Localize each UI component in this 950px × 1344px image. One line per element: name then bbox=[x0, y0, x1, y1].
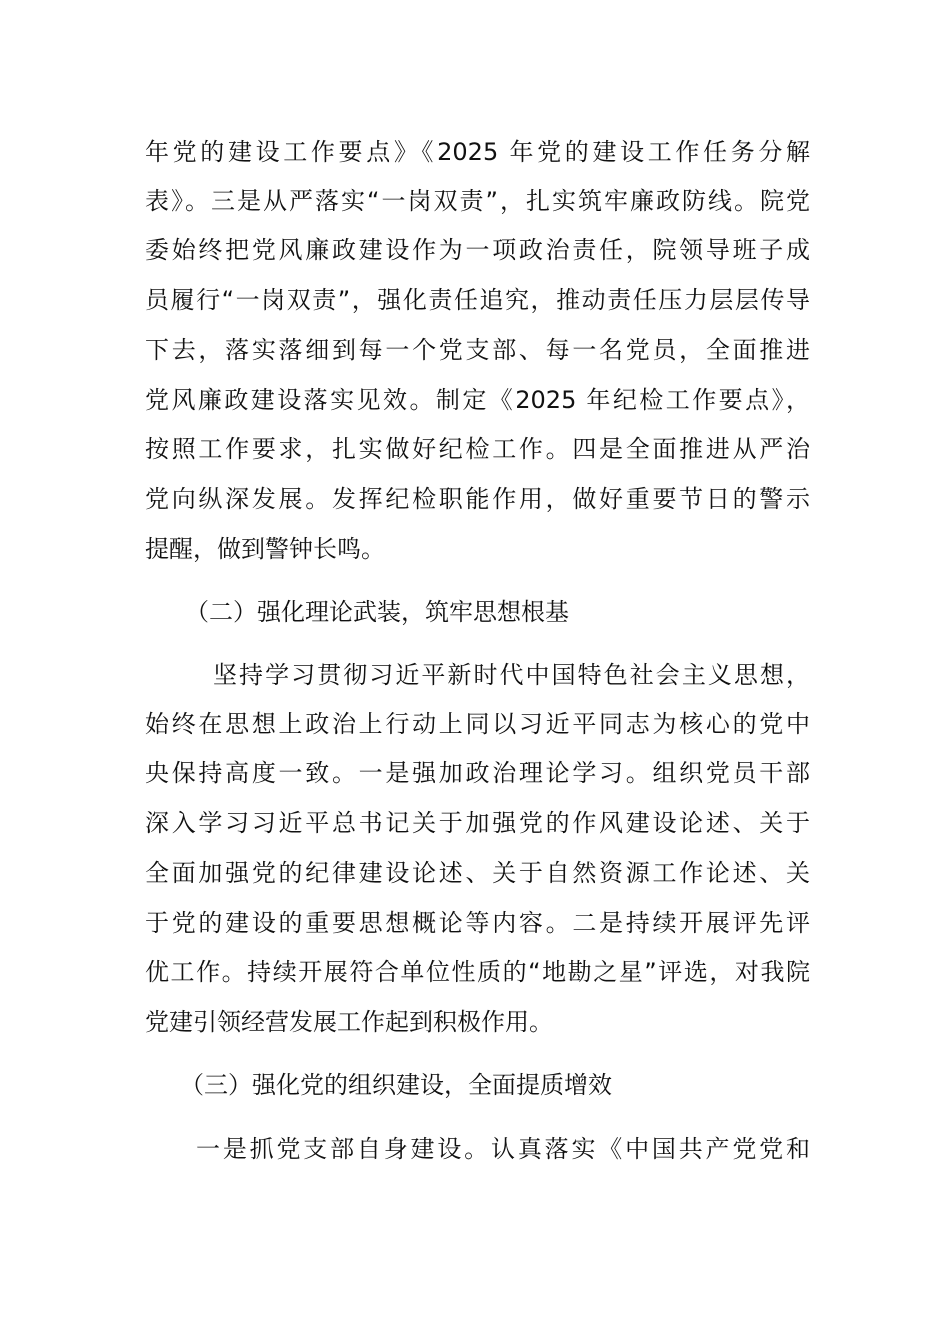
paragraph-line: 下去，落实落细到每一个党支部、每一名党员，全面推进 bbox=[145, 336, 810, 364]
paragraph-line: 提醒，做到警钟长鸣。 bbox=[145, 535, 385, 563]
paragraph-line: 委始终把党风廉政建设作为一项政治责任，院领导班子成 bbox=[145, 236, 810, 264]
paragraph-line: 一是抓党支部自身建设。认真落实《中国共产党党和 bbox=[196, 1135, 810, 1163]
paragraph-line: 党风廉政建设落实见效。制定《2025 年纪检工作要点》， bbox=[145, 386, 810, 414]
paragraph-line: 坚持学习贯彻习近平新时代中国特色社会主义思想， bbox=[213, 661, 810, 689]
paragraph-line: 始终在思想上政治上行动上同以习近平同志为核心的党中 bbox=[145, 710, 810, 738]
section-heading-2: （二）强化理论武装，筑牢思想根基 bbox=[185, 598, 569, 626]
paragraph-line: 按照工作要求，扎实做好纪检工作。四是全面推进从严治 bbox=[145, 435, 810, 463]
paragraph-line: 深入学习习近平总书记关于加强党的作风建设论述、关于 bbox=[145, 809, 810, 837]
paragraph-line: 党建引领经营发展工作起到积极作用。 bbox=[145, 1008, 553, 1036]
paragraph-line: 央保持高度一致。一是强加政治理论学习。组织党员干部 bbox=[145, 759, 810, 787]
section-heading-3: （三）强化党的组织建设，全面提质增效 bbox=[180, 1071, 612, 1099]
paragraph-line: 员履行“一岗双责”，强化责任追究，推动责任压力层层传导 bbox=[145, 286, 810, 314]
paragraph-line: 表》。三是从严落实“一岗双责”，扎实筑牢廉政防线。院党 bbox=[145, 187, 810, 215]
paragraph-line: 年党的建设工作要点》《2025 年党的建设工作任务分解 bbox=[145, 138, 810, 166]
paragraph-line: 全面加强党的纪律建设论述、关于自然资源工作论述、关 bbox=[145, 859, 810, 887]
paragraph-line: 优工作。持续开展符合单位性质的“地勘之星”评选，对我院 bbox=[145, 958, 810, 986]
paragraph-line: 党向纵深发展。发挥纪检职能作用，做好重要节日的警示 bbox=[145, 485, 810, 513]
paragraph-line: 于党的建设的重要思想概论等内容。二是持续开展评先评 bbox=[145, 909, 810, 937]
